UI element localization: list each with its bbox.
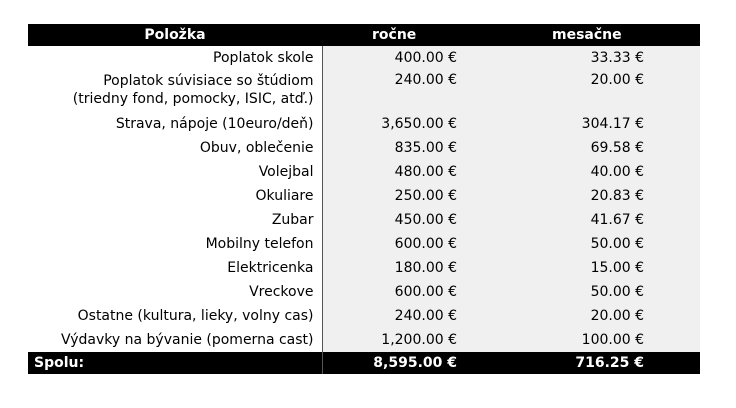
row-yearly: 480.00 € [322, 160, 467, 184]
table-row [28, 46, 700, 70]
row-yearly: 240.00 € [322, 70, 467, 112]
row-yearly: 250.00 € [322, 184, 467, 208]
table-row [28, 112, 700, 136]
total-label: Spolu: [28, 352, 322, 374]
table-row [28, 280, 700, 304]
row-item: Strava, nápoje (10euro/deň) [28, 112, 322, 136]
row-item: Vreckove [28, 280, 322, 304]
table-row [28, 328, 700, 352]
row-monthly: 40.00 € [467, 160, 700, 184]
row-item: Mobilny telefon [28, 232, 322, 256]
row-monthly: 100.00 € [467, 328, 700, 352]
row-item: Elektricenka [28, 256, 322, 280]
table-row [28, 208, 700, 232]
table-row [28, 304, 700, 328]
row-yearly: 450.00 € [322, 208, 467, 232]
row-yearly: 1,200.00 € [322, 328, 467, 352]
row-item: Výdavky na bývanie (pomerna cast) [28, 328, 322, 352]
total-row [28, 352, 700, 374]
header-item: Položka [28, 24, 322, 46]
row-monthly: 15.00 € [467, 256, 700, 280]
row-monthly: 69.58 € [467, 136, 700, 160]
row-monthly: 50.00 € [467, 232, 700, 256]
row-monthly: 50.00 € [467, 280, 700, 304]
table-header-row [28, 24, 700, 46]
table-row [28, 256, 700, 280]
header-monthly: mesačne [467, 24, 700, 46]
table-row [28, 70, 700, 112]
row-item: Zubar [28, 208, 322, 232]
row-yearly: 600.00 € [322, 280, 467, 304]
row-yearly: 400.00 € [322, 46, 467, 70]
total-monthly: 716.25 € [467, 352, 700, 374]
row-item: Obuv, oblečenie [28, 136, 322, 160]
total-yearly: 8,595.00 € [322, 352, 467, 374]
row-monthly: 41.67 € [467, 208, 700, 232]
row-item-line1: Poplatok súvisiace so štúdiom [103, 73, 314, 89]
row-monthly: 20.00 € [467, 70, 700, 112]
table-row [28, 184, 700, 208]
table-row [28, 232, 700, 256]
row-item [28, 70, 322, 112]
row-monthly: 20.83 € [467, 184, 700, 208]
row-monthly: 304.17 € [467, 112, 700, 136]
table-row [28, 160, 700, 184]
row-yearly: 3,650.00 € [322, 112, 467, 136]
header-yearly: ročne [322, 24, 467, 46]
row-monthly: 20.00 € [467, 304, 700, 328]
table-row [28, 136, 700, 160]
expense-table [28, 24, 701, 374]
row-yearly: 835.00 € [322, 136, 467, 160]
row-item-line2: (triedny fond, pomocky, ISIC, atď.) [72, 91, 314, 107]
row-item: Volejbal [28, 160, 322, 184]
row-monthly: 33.33 € [467, 46, 700, 70]
row-yearly: 180.00 € [322, 256, 467, 280]
row-item: Poplatok skole [28, 46, 322, 70]
row-yearly: 240.00 € [322, 304, 467, 328]
row-item: Ostatne (kultura, lieky, volny cas) [28, 304, 322, 328]
row-item: Okuliare [28, 184, 322, 208]
row-yearly: 600.00 € [322, 232, 467, 256]
